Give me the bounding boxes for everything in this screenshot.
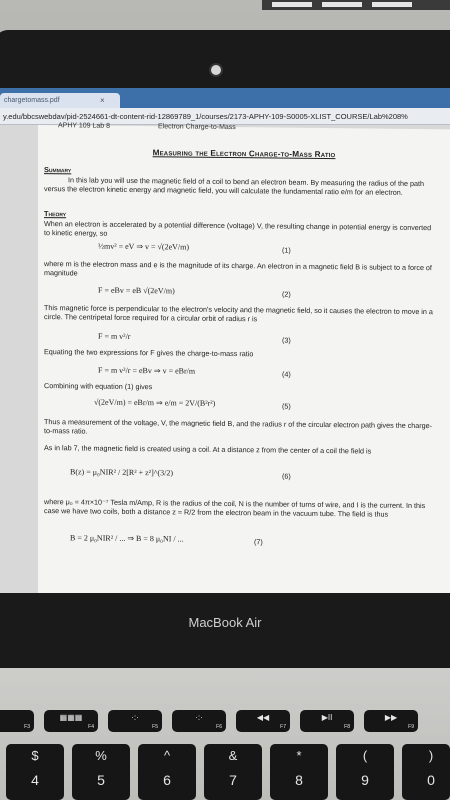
function-key-label: F4 — [88, 724, 94, 730]
theory-paragraph-2: where m is the electron mass and e is the magnitude of its charge. An electron in a magnetic field B is subject to a force of magnitude — [44, 259, 432, 278]
function-key-icon: ·:· — [131, 713, 139, 722]
equation-7: B = 2 μ₀NIR² / ... ⇒ B = 8 μ₀NI / ... — [70, 533, 184, 544]
number-key-symbol: & — [228, 748, 238, 763]
equation-1-number: (1) — [282, 245, 291, 255]
laptop-model-label: MacBook Air — [188, 615, 262, 630]
equation-6-number: (6) — [282, 471, 291, 481]
keyboard-deck — [0, 668, 450, 800]
function-key[interactable] — [236, 710, 290, 732]
number-key-digit: 8 — [295, 772, 303, 788]
function-key-icon: ▶II — [321, 713, 333, 722]
number-key[interactable] — [6, 744, 64, 800]
number-key-symbol: $ — [31, 748, 39, 763]
number-key-symbol: ^ — [163, 748, 171, 763]
number-key-digit: 4 — [31, 772, 39, 788]
function-key[interactable] — [0, 710, 34, 732]
function-key-label: F7 — [280, 724, 286, 730]
background-wall-object — [262, 0, 450, 10]
number-key-symbol: * — [296, 748, 302, 763]
number-key[interactable] — [336, 744, 394, 800]
function-key-label: F6 — [216, 724, 222, 730]
function-key-icon: ▦▦▦ — [59, 713, 83, 722]
laptop-screen — [0, 88, 450, 593]
function-key-label: F3 — [24, 724, 30, 730]
function-key[interactable] — [364, 710, 418, 732]
pdf-page — [38, 122, 450, 593]
function-key-icon: ·:· — [195, 713, 203, 722]
equation-3: F = m v²/r — [98, 331, 131, 341]
equation-5-number: (5) — [282, 401, 291, 411]
function-key-icon: ◀◀ — [256, 713, 270, 722]
number-key-digit: 9 — [361, 772, 369, 788]
summary-text: In this lab you will use the magnetic field of a coil to bend an electron beam. By measuring the radius of the path versus the electron kinetic energy and magnetic field, you will calculate the fundamental ratio e/m for an electron. — [44, 175, 424, 198]
number-key-digit: 0 — [427, 772, 435, 788]
number-key[interactable] — [204, 744, 262, 800]
theory-heading: Theory — [44, 209, 67, 219]
page-header-left: APHY 109 Lab 8 — [58, 122, 111, 130]
browser-tab[interactable] — [0, 93, 120, 108]
equation-1: ½mv² = eV ⇒ v = √(2eV/m) — [98, 241, 190, 252]
number-key[interactable] — [138, 744, 196, 800]
theory-paragraph-1: When an electron is accelerated by a potential difference (voltage) V, the resulting change in potential energy is converted to kinetic energy, so — [44, 219, 432, 239]
theory-paragraph-4: Equating the two expressions for F gives the charge-to-mass ratio — [44, 347, 254, 359]
browser-tab-title: chargetomass.pdf — [4, 97, 60, 104]
theory-paragraph-6: Thus a measurement of the voltage, V, the magnetic field B, and the radius r of the circular electron path gives the charge-to-mass ratio. — [44, 417, 433, 436]
number-key-symbol: ) — [428, 748, 434, 763]
number-key-digit: 7 — [229, 772, 237, 788]
function-key[interactable] — [172, 710, 226, 732]
number-key[interactable] — [270, 744, 328, 800]
theory-paragraph-5: Combining with equation (1) gives — [44, 381, 153, 392]
equation-2-number: (2) — [282, 289, 291, 299]
number-key-digit: 6 — [163, 772, 171, 788]
summary-heading: Summary — [44, 165, 72, 175]
theory-paragraph-7: As in lab 7, the magnetic field is created using a coil. At a distance z from the center of a coil the field is — [44, 443, 372, 456]
number-key-symbol: ( — [362, 748, 368, 763]
document-title: Measuring the Electron Charge-to-Mass Ratio — [152, 148, 336, 160]
equation-3-number: (3) — [282, 335, 291, 345]
equation-5: √(2eV/m) = eBr/m ⇒ e/m = 2V/(B²r²) — [94, 397, 216, 408]
equation-7-number: (7) — [254, 537, 263, 547]
address-bar[interactable]: y.edu/bbcswebdav/pid-2524661-dt-content-rid-12869789_1/courses/2173-APHY-109-S0005-XLIST_COURSE/Lab%208% — [0, 108, 450, 125]
number-key[interactable] — [72, 744, 130, 800]
page-header-right: Electron Charge-to-Mass — [158, 123, 236, 132]
number-key-symbol: % — [95, 748, 107, 763]
function-key-icon: ▶▶ — [384, 713, 398, 722]
function-key[interactable] — [44, 710, 98, 732]
close-icon[interactable]: × — [100, 96, 105, 105]
equation-4: F = m v²/r = eBv ⇒ v = eBr/m — [98, 365, 196, 376]
equation-4-number: (4) — [282, 369, 291, 379]
function-key-label: F5 — [152, 724, 158, 730]
webcam-icon — [211, 65, 221, 75]
function-key-label: F9 — [408, 724, 414, 730]
browser-tab-bar — [0, 88, 450, 108]
equation-6: B(z) = μ₀NIR² / 2[R² + z²]^(3/2) — [70, 467, 174, 478]
function-key-label: F8 — [344, 724, 350, 730]
function-key[interactable] — [300, 710, 354, 732]
theory-paragraph-3: This magnetic force is perpendicular to the electron's velocity and the magnetic field, so it causes the electron to move in a circle. The centripetal force required for a circular orbit of radius r is — [44, 303, 433, 324]
equation-2: F = eBv = eB √(2eV/m) — [98, 285, 175, 296]
function-key[interactable] — [108, 710, 162, 732]
number-key[interactable] — [402, 744, 450, 800]
theory-paragraph-8: where μ₀ = 4π×10⁻⁷ Tesla m/Amp, R is the radius of the coil, N is the number of turns of wire, and I is the current. In this case we have two coils, both a distance z = R/2 from the electron beam in the vacuum tube. The field is thus — [44, 497, 426, 519]
number-key-digit: 5 — [97, 772, 105, 788]
